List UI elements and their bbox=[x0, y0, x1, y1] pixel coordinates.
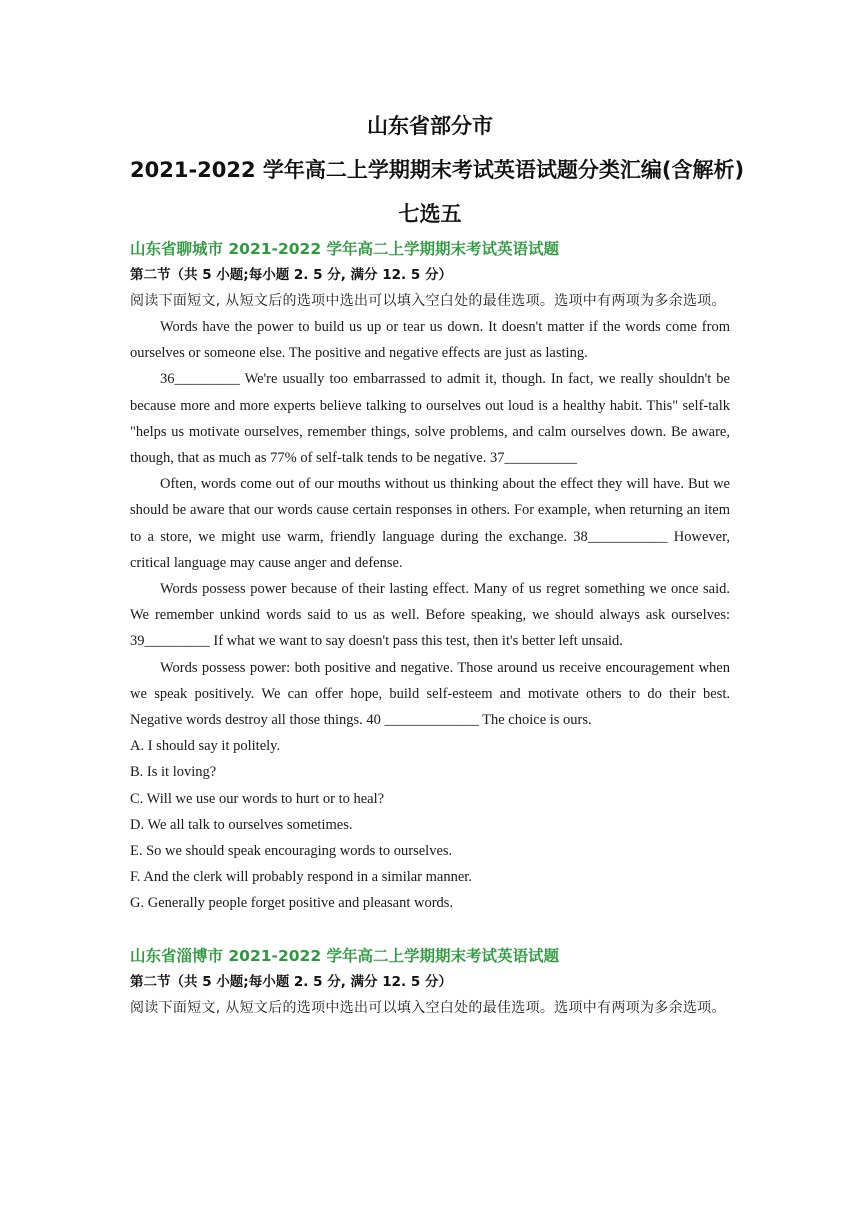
passage-paragraph: Words possess power: both positive and negative. Those around us receive encouragement when we speak positively. We can offer hope, build self-esteem and motivate others to do their best. Negative words destroy all those things. 40 _____________ The choice is ours. bbox=[130, 659, 730, 729]
part-title: 第二节（共 5 小题;每小题 2. 5 分, 满分 12. 5 分） bbox=[130, 973, 452, 990]
passage-paragraph: Often, words come out of our mouths without us thinking about the effect they will have. But we should be aware that our words cause certain responses in others. For example, when returning an item to a store, we might use warm, friendly language during the exchange. 38___________ However, critical language may cause anger and defense. bbox=[130, 476, 730, 571]
part-title: 第二节（共 5 小题;每小题 2. 5 分, 满分 12. 5 分） bbox=[130, 267, 452, 283]
option-c: C. Will we use our words to hurt or to heal? bbox=[130, 790, 385, 807]
instruction-text: 阅读下面短文, 从短文后的选项中选出可以填入空白处的最佳选项。选项中有两项为多余选项。 bbox=[130, 293, 726, 309]
section-heading: 山东省淄博市 2021-2022 学年高二上学期期末考试英语试题 bbox=[130, 946, 560, 965]
options-list bbox=[130, 733, 730, 916]
instruction-text: 阅读下面短文, 从短文后的选项中选出可以填入空白处的最佳选项。选项中有两项为多余选项。 bbox=[130, 999, 726, 1016]
option-e: E. So we should speak encouraging words to ourselves. bbox=[130, 843, 453, 860]
passage-paragraph: Words possess power because of their lasting effect. Many of us regret something we once said. We remember unkind words said to us as well. Before speaking, we should always ask ourselves: 39_________ If what we want to say doesn't pass this test, then it's better left unsaid. bbox=[130, 581, 730, 650]
option-g: G. Generally people forget positive and pleasant words. bbox=[130, 895, 454, 912]
title-line-topic: 七选五 bbox=[398, 202, 462, 226]
section-zibo bbox=[130, 943, 730, 1021]
section-spacer bbox=[130, 917, 730, 943]
document-title bbox=[130, 0, 745, 236]
option-b: B. Is it loving? bbox=[130, 764, 217, 781]
option-d: D. We all talk to ourselves sometimes. bbox=[130, 816, 353, 833]
passage-paragraph: Words have the power to build us up or tear us down. It doesn't matter if the words come from ourselves or someone else. The positive and negative effects are just as lasting. bbox=[130, 319, 730, 362]
option-a: A. I should say it politely. bbox=[130, 738, 281, 755]
option-f: F. And the clerk will probably respond in a similar manner. bbox=[130, 869, 472, 886]
passage-paragraph: 36_________ We're usually too embarrassed to admit it, though. In fact, we really shouldn't be because more and more experts believe talking to ourselves out loud is a healthy habit. This" self-talk "helps us motivate ourselves, remember things, solve problems, and calm ourselves down. Be aware, though, that as much as 77% of self-talk tends to be negative. 37__________ bbox=[130, 371, 730, 467]
title-line-region: 山东省部分市 bbox=[367, 114, 493, 138]
section-liaocheng bbox=[130, 236, 730, 917]
title-line-exam: 2021-2022 学年高二上学期期末考试英语试题分类汇编(含解析) bbox=[130, 158, 745, 182]
section-heading: 山东省聊城市 2021-2022 学年高二上学期期末考试英语试题 bbox=[130, 240, 560, 258]
